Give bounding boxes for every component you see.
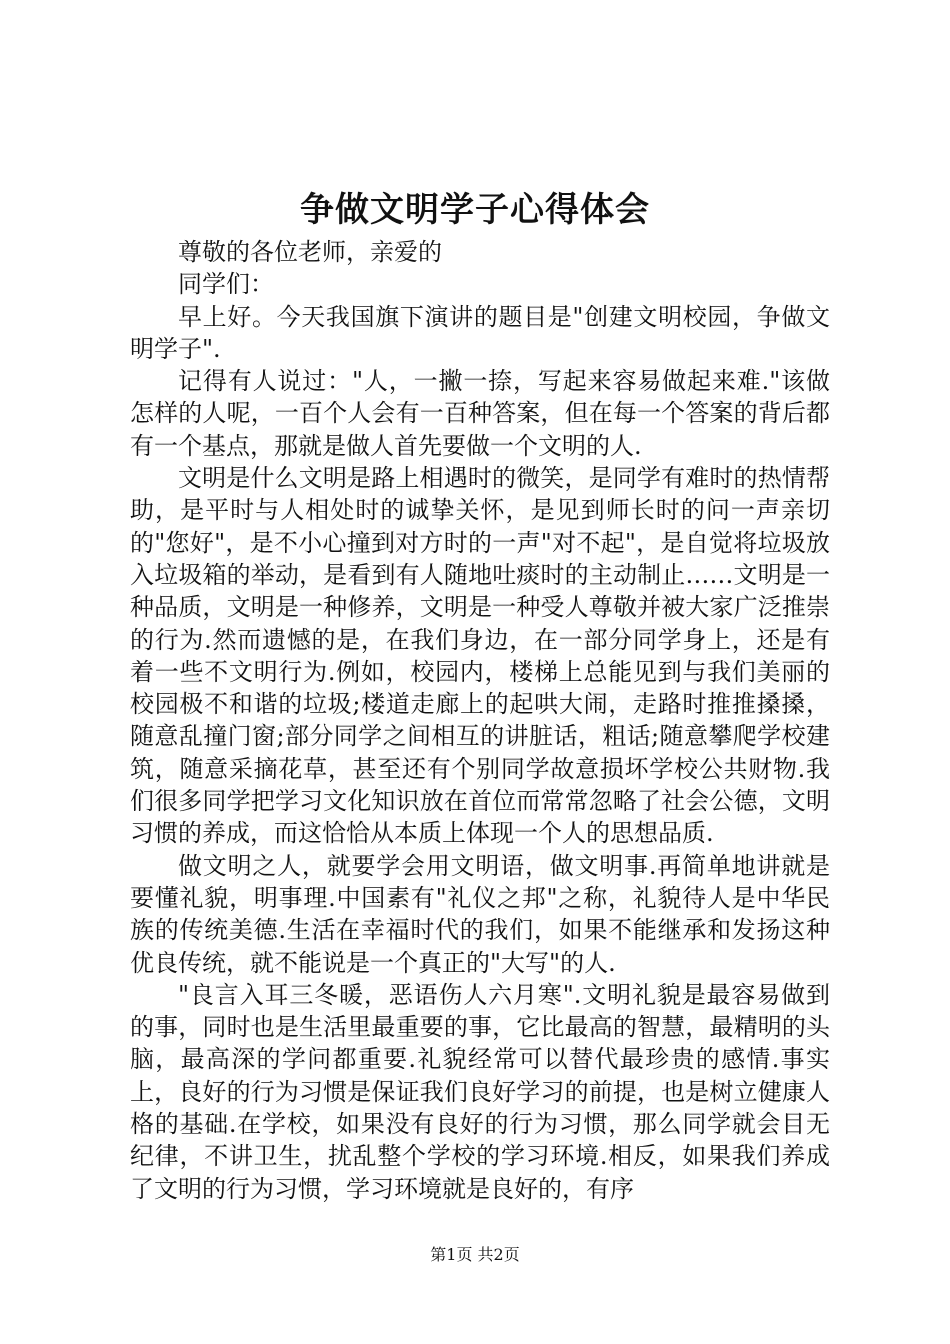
paragraph-greeting: 早上好。今天我国旗下演讲的题目是"创建文明校园，争做文明学子". [130,302,830,363]
paragraph-kind-words: "良言入耳三冬暖，恶语伤人六月寒".文明礼貌是最容易做到的事，同时也是生活里最重要的事，它比最高的智慧，最精明的头脑，最高深的学问都重要.礼貌经常可以替代最珍贵的感情.事实上，良好的行为习惯是保证我们良好学习的前提，也是树立健康人格的基础.在学校，如果没有良好的行为习惯，那么同学就会目无纪律，不讲卫生，扰乱整个学校的学习环境.相反，如果我们养成了文明的行为习惯，学习环境就是良好的，有序 [130,980,830,1203]
page-number-footer: 第1页 共2页 [430,1245,520,1264]
paragraph-quote: 记得有人说过："人，一撇一捺，写起来容易做起来难."该做怎样的人呢，一百个人会有一百种答案，但在每一个答案的背后都有一个基点，那就是做人首先要做一个文明的人. [130,367,830,460]
document-body [130,236,830,1205]
paragraph-civil-person: 做文明之人，就要学会用文明语，做文明事.再简单地讲就是要懂礼貌，明事理.中国素有"礼仪之邦"之称，礼貌待人是中华民族的传统美德.生活在幸福时代的我们，如果不能继承和发扬这种优良传统，就不能说是一个真正的"大写"的人. [130,851,830,977]
paragraph-salutation-1: 尊敬的各位老师，亲爱的 [178,238,442,266]
paragraph-salutation-2: 同学们： [178,270,274,299]
document-title: 争做文明学子心得体会 [300,190,650,230]
paragraph-what-is-civility: 文明是什么文明是路上相遇时的微笑，是同学有难时的热情帮助，是平时与人相处时的诚挚关怀，是见到师长时的问一声亲切的"您好"，是不小心撞到对方时的一声"对不起"，是自觉将垃圾放入垃圾箱的举动，是看到有人随地吐痰时的主动制止……文明是一种品质，文明是一种修养，文明是一种受人尊敬并被大家广泛推崇的行为.然而遗憾的是，在我们身边，在一部分同学身上，还是有着一些不文明行为.例如，校园内，楼梯上总能见到与我们美丽的校园极不和谐的垃圾;楼道走廊上的起哄大闹，走路时推推搡搡，随意乱撞门窗;部分同学之间相互的讲脏话，粗话;随意攀爬学校建筑，随意采摘花草，甚至还有个别同学故意损坏学校公共财物.我们很多同学把学习文化知识放在首位而常常忽略了社会公德，文明习惯的养成，而这恰恰从本质上体现一个人的思想品质. [130,464,830,848]
